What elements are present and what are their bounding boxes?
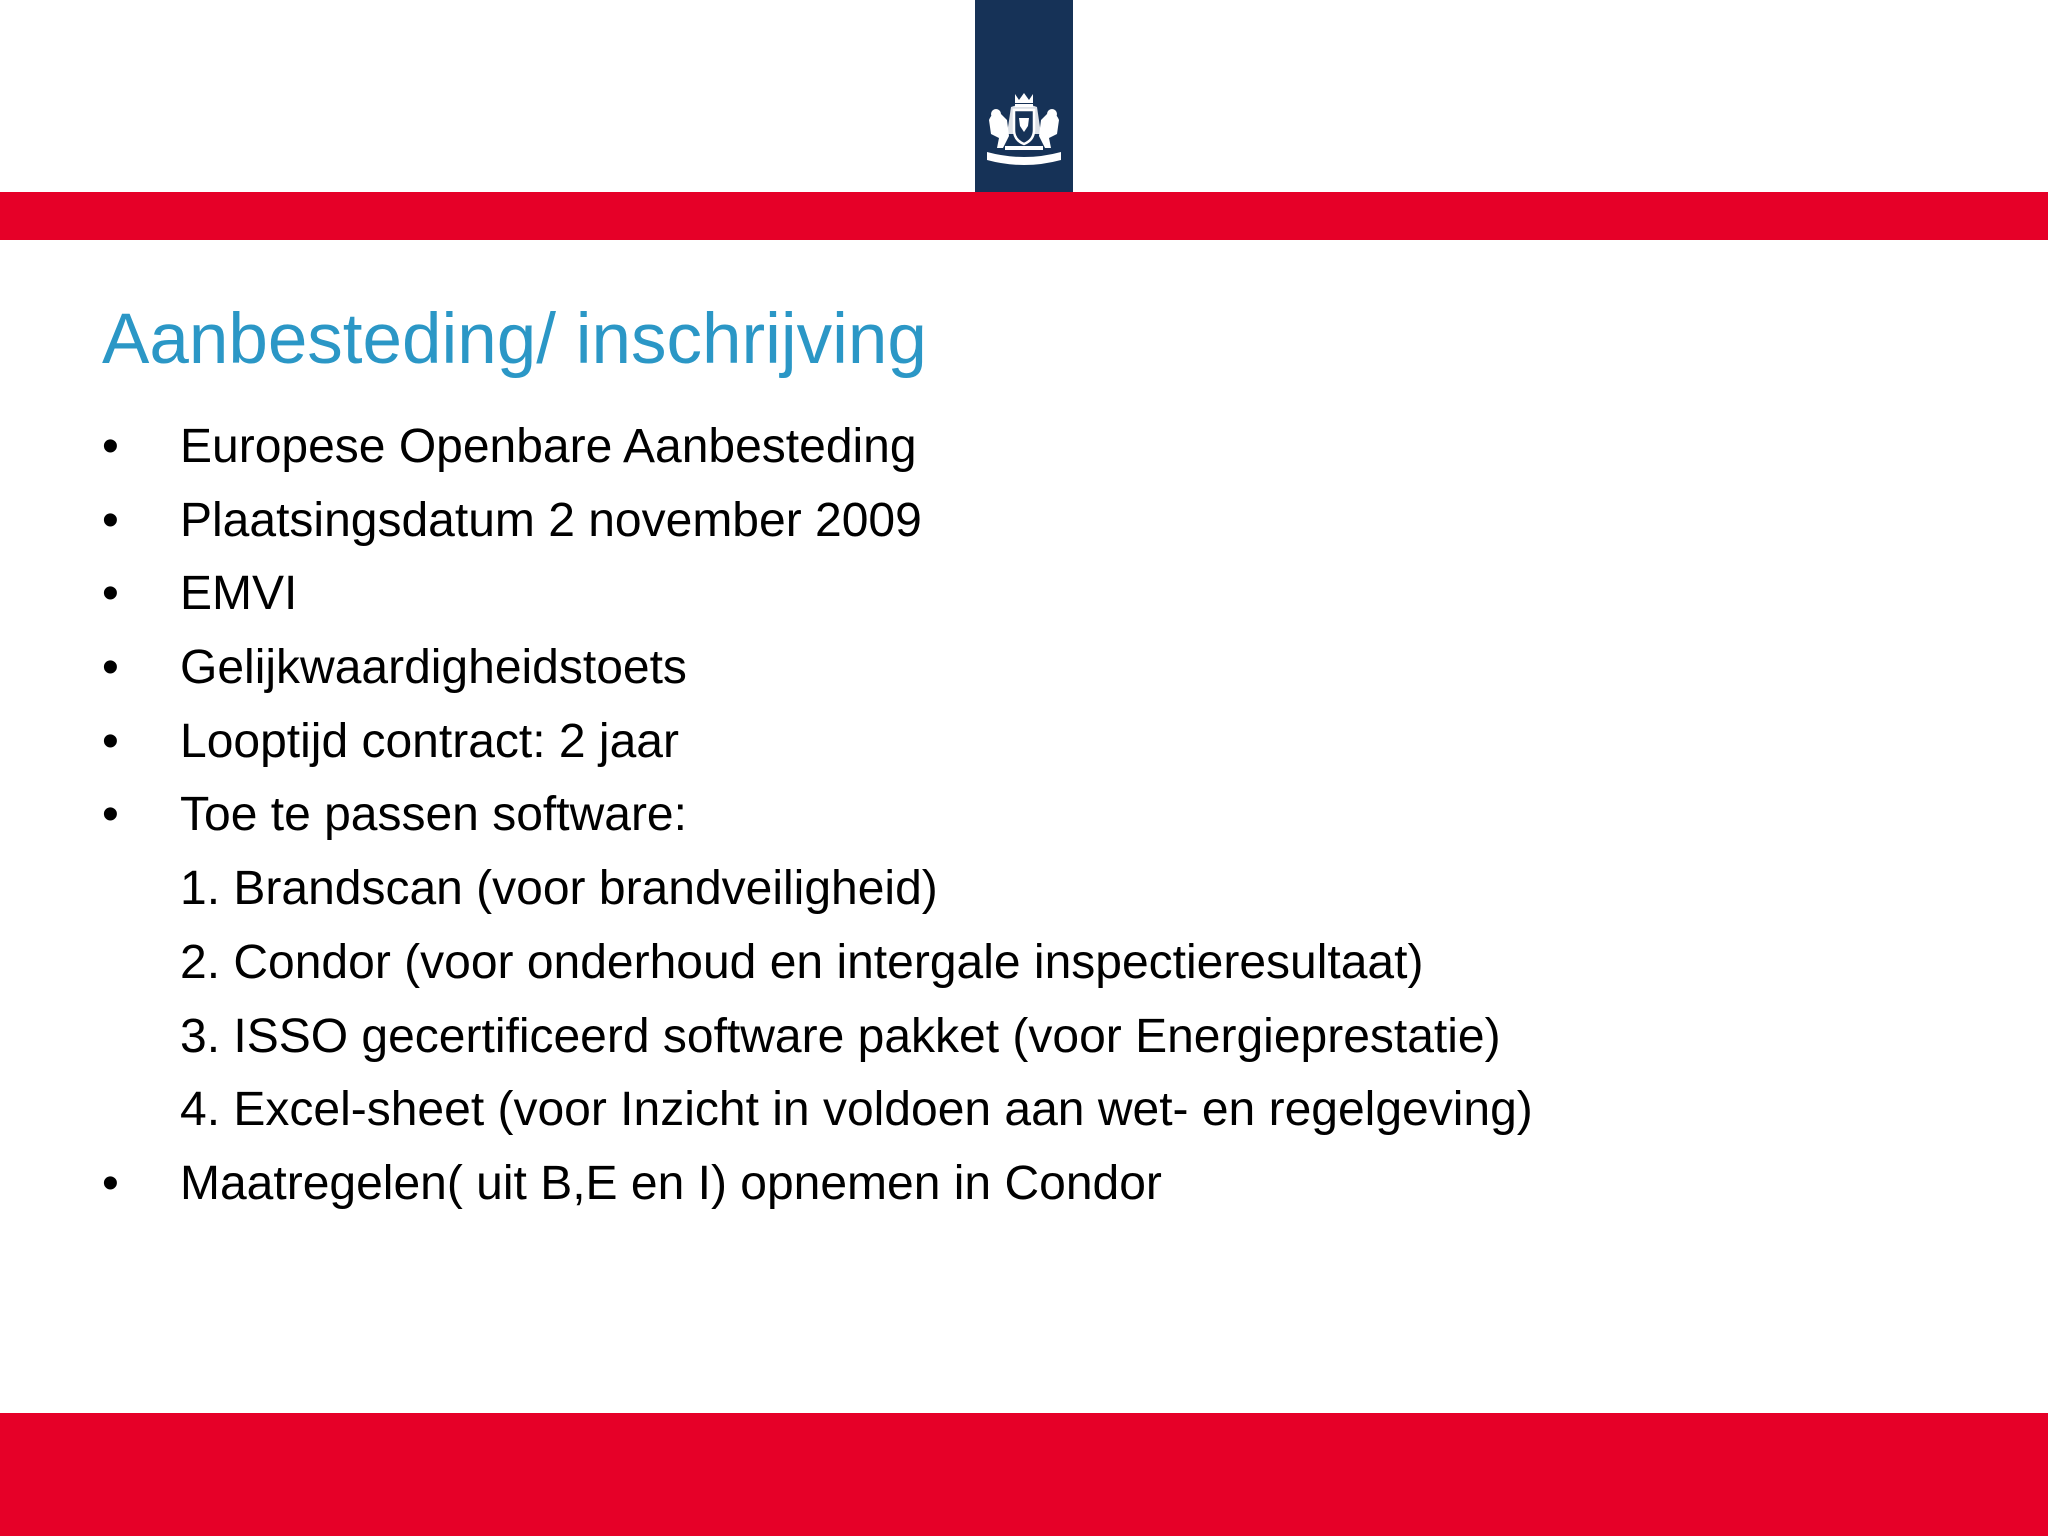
bullet-marker: • [102, 493, 119, 547]
bullet-marker: • [102, 788, 119, 842]
bullet-marker: • [102, 420, 119, 473]
coat-of-arms-icon [981, 90, 1067, 170]
sub-list-item [102, 852, 1982, 926]
list-item-text: Plaatsingsdatum 2 november 2009 [180, 493, 922, 547]
top-red-band [0, 192, 2048, 240]
sub-list-item [102, 1073, 1982, 1147]
list-item-text: 4. Excel-sheet (voor Inzicht in voldoen aan wet- en regelgeving) [180, 1083, 1533, 1137]
list-item-text: 2. Condor (voor onderhoud en intergale inspectieresultaat) [180, 935, 1424, 989]
bullet-marker: • [102, 567, 119, 621]
list-item-text: Looptijd contract: 2 jaar [180, 714, 679, 768]
sub-list-item [102, 1000, 1982, 1074]
list-item [102, 778, 1982, 852]
list-item [102, 484, 1982, 558]
list-item [102, 1147, 1982, 1221]
list-item-text: EMVI [180, 567, 298, 621]
logo-bar [975, 0, 1073, 192]
sub-list-item [102, 926, 1982, 1000]
bullet-list [102, 410, 1982, 1221]
bullet-marker: • [102, 714, 119, 768]
bottom-red-band [0, 1413, 2048, 1536]
list-item-text: 3. ISSO gecertificeerd software pakket (voor Energieprestatie) [180, 1009, 1501, 1063]
list-item [102, 705, 1982, 779]
list-item-text: Gelijkwaardigheidstoets [180, 641, 687, 695]
slide-title: Aanbesteding/ inschrijving [102, 300, 927, 379]
list-item [102, 557, 1982, 631]
bullet-marker: • [102, 1156, 119, 1210]
bullet-marker: • [102, 641, 119, 695]
list-item [102, 631, 1982, 705]
list-item-text: Maatregelen( uit B,E en I) opnemen in Condor [180, 1156, 1162, 1210]
list-item-text: 1. Brandscan (voor brandveiligheid) [180, 862, 938, 916]
list-item-text: Toe te passen software: [180, 788, 687, 842]
list-item-text: Europese Openbare Aanbesteding [180, 420, 917, 473]
list-item [102, 410, 1982, 484]
